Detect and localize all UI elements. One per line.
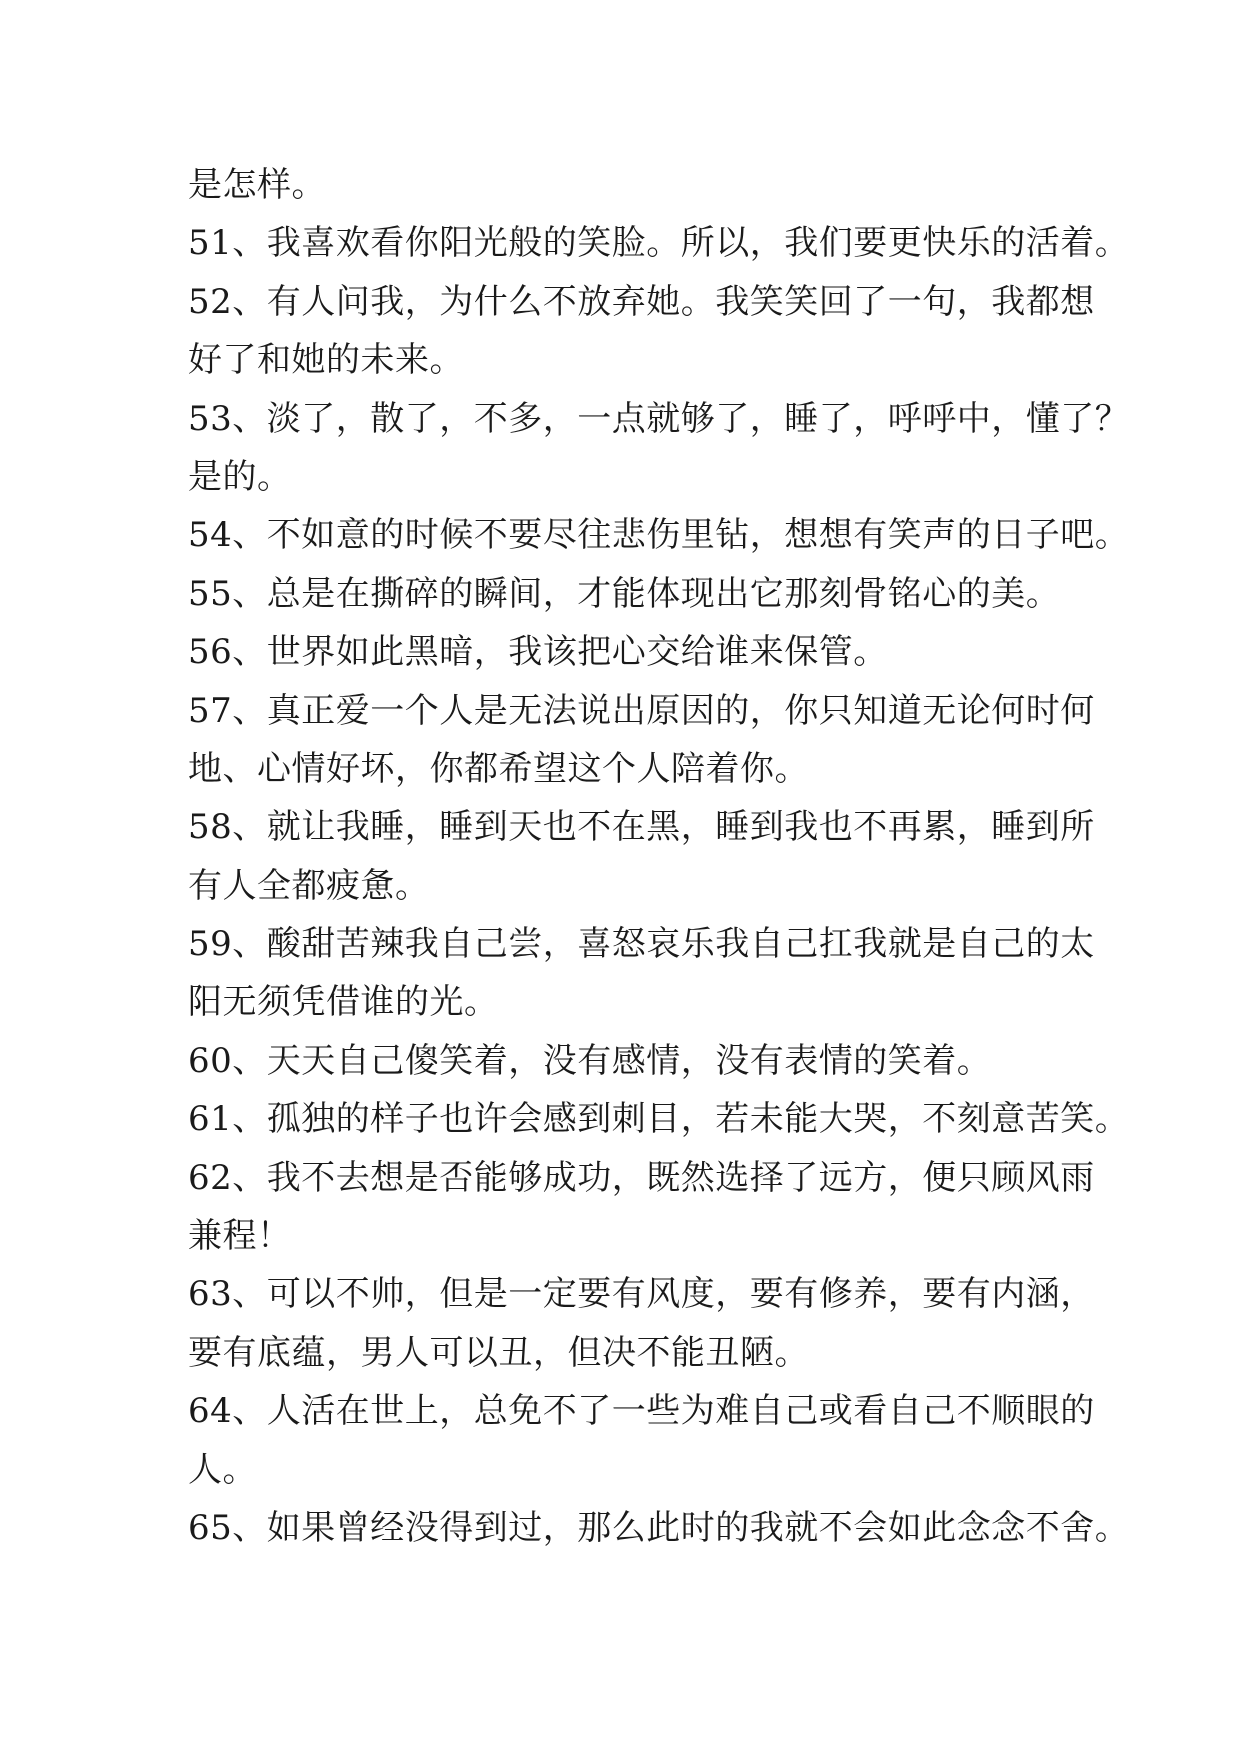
text-line: 阳无须凭借谁的光。	[188, 982, 499, 1023]
text-line: 要有底蕴，男人可以丑，但决不能丑陋。	[188, 1332, 809, 1373]
text-line: 54、不如意的时候不要尽往悲伤里钻，想想有笑声的日子吧。	[188, 515, 1130, 556]
text-line: 53、淡了，散了，不多，一点就够了，睡了，呼呼中，懂了？	[188, 398, 1130, 439]
text-line: 兼程！	[188, 1216, 292, 1257]
text-line: 52、有人问我，为什么不放弃她。我笑笑回了一句，我都想	[188, 281, 1095, 322]
text-line: 56、世界如此黑暗，我该把心交给谁来保管。	[188, 632, 888, 673]
text-line: 是怎样。	[188, 165, 326, 205]
text-line: 58、就让我睡，睡到天也不在黑，睡到我也不再累，睡到所	[188, 807, 1095, 848]
text-line: 64、人活在世上，总免不了一些为难自己或看自己不顺眼的	[188, 1391, 1095, 1432]
text-line: 63、可以不帅，但是一定要有风度，要有修养，要有内涵，	[188, 1274, 1095, 1315]
text-line: 地、心情好坏，你都希望这个人陪着你。	[188, 748, 809, 789]
text-line: 55、总是在撕碎的瞬间，才能体现出它那刻骨铭心的美。	[188, 573, 1061, 614]
quote-list	[188, 156, 1130, 1557]
text-line: 57、真正爱一个人是无法说出原因的，你只知道无论何时何	[188, 690, 1095, 731]
text-line: 65、如果曾经没得到过，那么此时的我就不会如此念念不舍。	[188, 1507, 1130, 1548]
text-line: 好了和她的未来。	[188, 340, 464, 381]
text-line: 有人全都疲惫。	[188, 865, 430, 906]
text-line: 人。	[188, 1449, 257, 1490]
text-line: 61、孤独的样子也许会感到刺目，若未能大哭，不刻意苦笑。	[188, 1099, 1130, 1140]
text-line: 59、酸甜苦辣我自己尝，喜怒哀乐我自己扛我就是自己的太	[188, 924, 1095, 965]
text-line: 62、我不去想是否能够成功，既然选择了远方，便只顾风雨	[188, 1157, 1095, 1198]
text-line: 是的。	[188, 456, 292, 497]
text-line: 60、天天自己傻笑着，没有感情，没有表情的笑着。	[188, 1040, 992, 1081]
text-line: 51、我喜欢看你阳光般的笑脸。所以，我们要更快乐的活着。	[188, 223, 1130, 264]
